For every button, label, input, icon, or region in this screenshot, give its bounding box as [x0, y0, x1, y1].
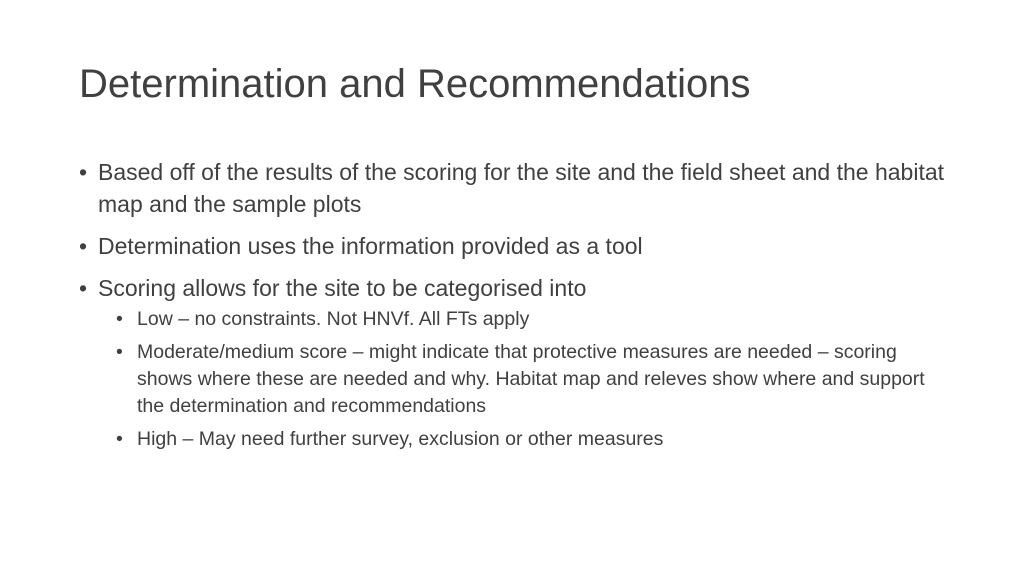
sub-bullet-text: Low – no constraints. Not HNVf. All FTs apply — [137, 308, 530, 330]
bullet-text: Based off of the results of the scoring for the site and the field sheet and the habitat map and the sample plots — [98, 159, 945, 217]
sub-bullet-item — [116, 306, 949, 333]
bullet-item — [79, 272, 949, 453]
sub-bullet-text: High – May need further survey, exclusion or other measures — [137, 428, 664, 450]
bullet-list — [79, 156, 949, 453]
slide-title: Determination and Recommendations — [79, 62, 751, 106]
bullet-item — [79, 230, 949, 262]
bullet-text: Determination uses the information provided as a tool — [98, 233, 643, 259]
sub-bullet-item — [116, 339, 949, 420]
slide-content — [79, 156, 949, 463]
sub-bullet-text: Moderate/medium score – might indicate that protective measures are needed – scoring shows where these are needed and why. Habitat map and releves show where and support the determination and recommendations — [137, 341, 925, 417]
bullet-text: Scoring allows for the site to be categorised into — [98, 275, 587, 301]
sub-bullet-item — [116, 426, 949, 453]
sub-bullet-list — [98, 306, 949, 453]
bullet-item — [79, 156, 949, 220]
